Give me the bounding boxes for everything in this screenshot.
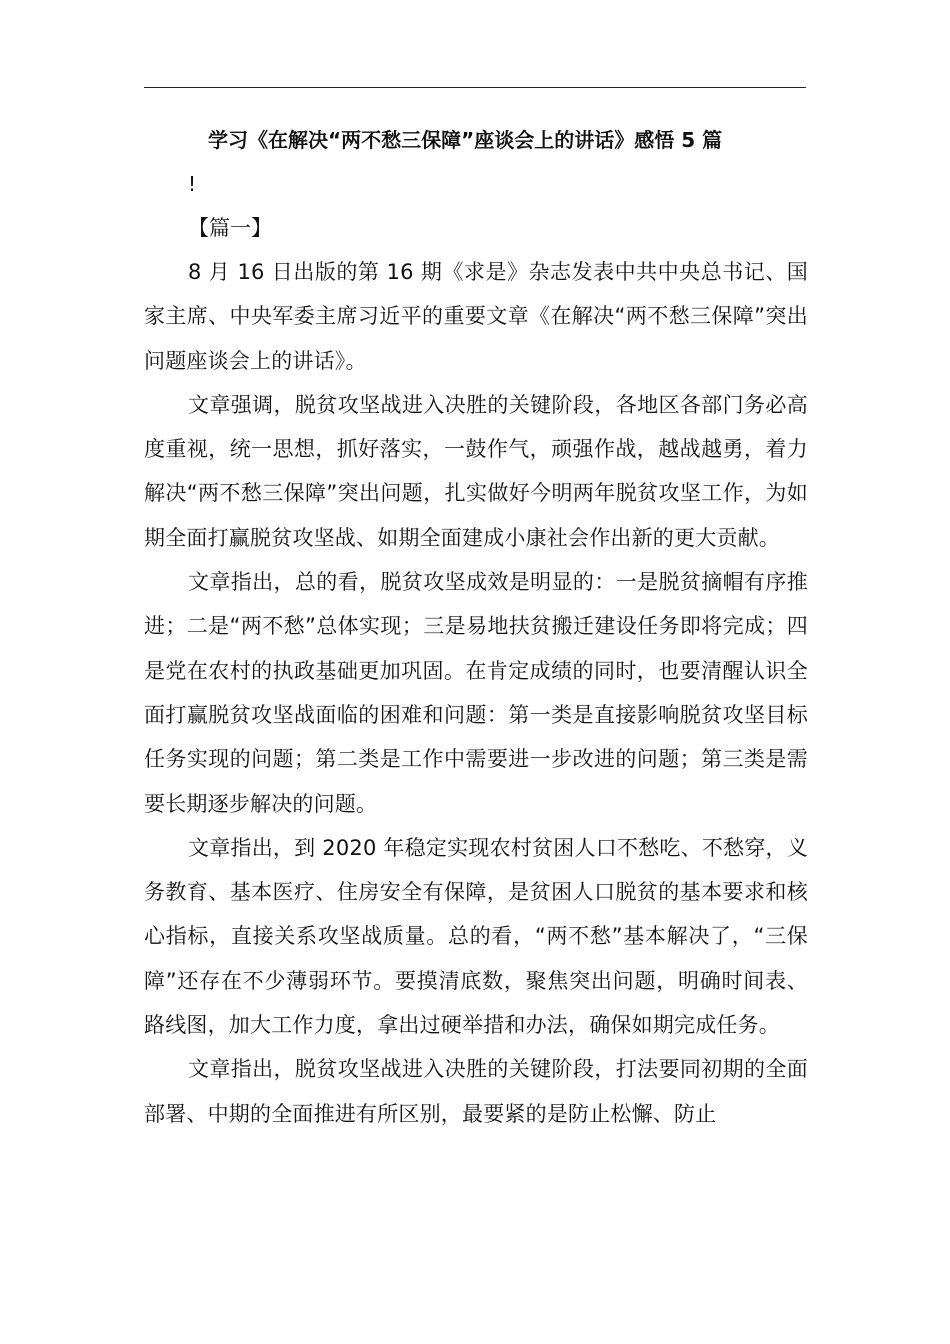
section-label: 【篇一】 <box>188 216 272 240</box>
paragraph-2: 文章强调，脱贫攻坚战进入决胜的关键阶段，各地区各部门务必高度重视，统一思想，抓好落实，一鼓作气，顽强作战，越战越勇，着力解决“两不愁三保障”突出问题，扎实做好今明两年脱贫攻坚工作，为如期全面打赢脱贫攻坚战、如期全面建成小康社会作出新的更大贡献。 <box>144 392 808 550</box>
paragraph-5: 文章指出，脱贫攻坚战进入决胜的关键阶段，打法要同初期的全面部署、中期的全面推进有所区别，最要紧的是防止松懈、防止 <box>144 1057 808 1126</box>
paragraph-3: 文章指出，总的看，脱贫攻坚成效是明显的：一是脱贫摘帽有序推进；二是“两不愁”总体实现；三是易地扶贫搬迁建设任务即将完成；四是党在农村的执政基础更加巩固。在肯定成绩的同时，也要清醒认识全面打赢脱贫攻坚战面临的困难和问题：第一类是直接影响脱贫攻坚目标任务实现的问题；第二类是工作中需要进一步改进的问题；第三类是需要长期逐步解决的问题。 <box>144 570 808 816</box>
document-body <box>144 118 808 1136</box>
paragraph-1: 8 月 16 日出版的第 16 期《求是》杂志发表中共中央总书记、国家主席、中央军委主席习近平的重要文章《在解决“两不愁三保障”突出问题座谈会上的讲话》。 <box>144 260 808 373</box>
paragraph-4: 文章指出，到 2020 年稳定实现农村贫困人口不愁吃、不愁穿，义务教育、基本医疗、住房安全有保障，是贫困人口脱贫的基本要求和核心指标，直接关系攻坚战质量。总的看，“两不愁”基本解决了，“三保障”还存在不少薄弱环节。要摸清底数，聚焦突出问题，明确时间表、路线图，加大工作力度，拿出过硬举措和办法，确保如期完成任务。 <box>144 835 808 1038</box>
header-rule <box>144 87 806 88</box>
exclamation-mark: ! <box>188 172 197 196</box>
document-title: 学习《在解决“两不愁三保障”座谈会上的讲话》感悟 5 篇 <box>208 128 723 152</box>
